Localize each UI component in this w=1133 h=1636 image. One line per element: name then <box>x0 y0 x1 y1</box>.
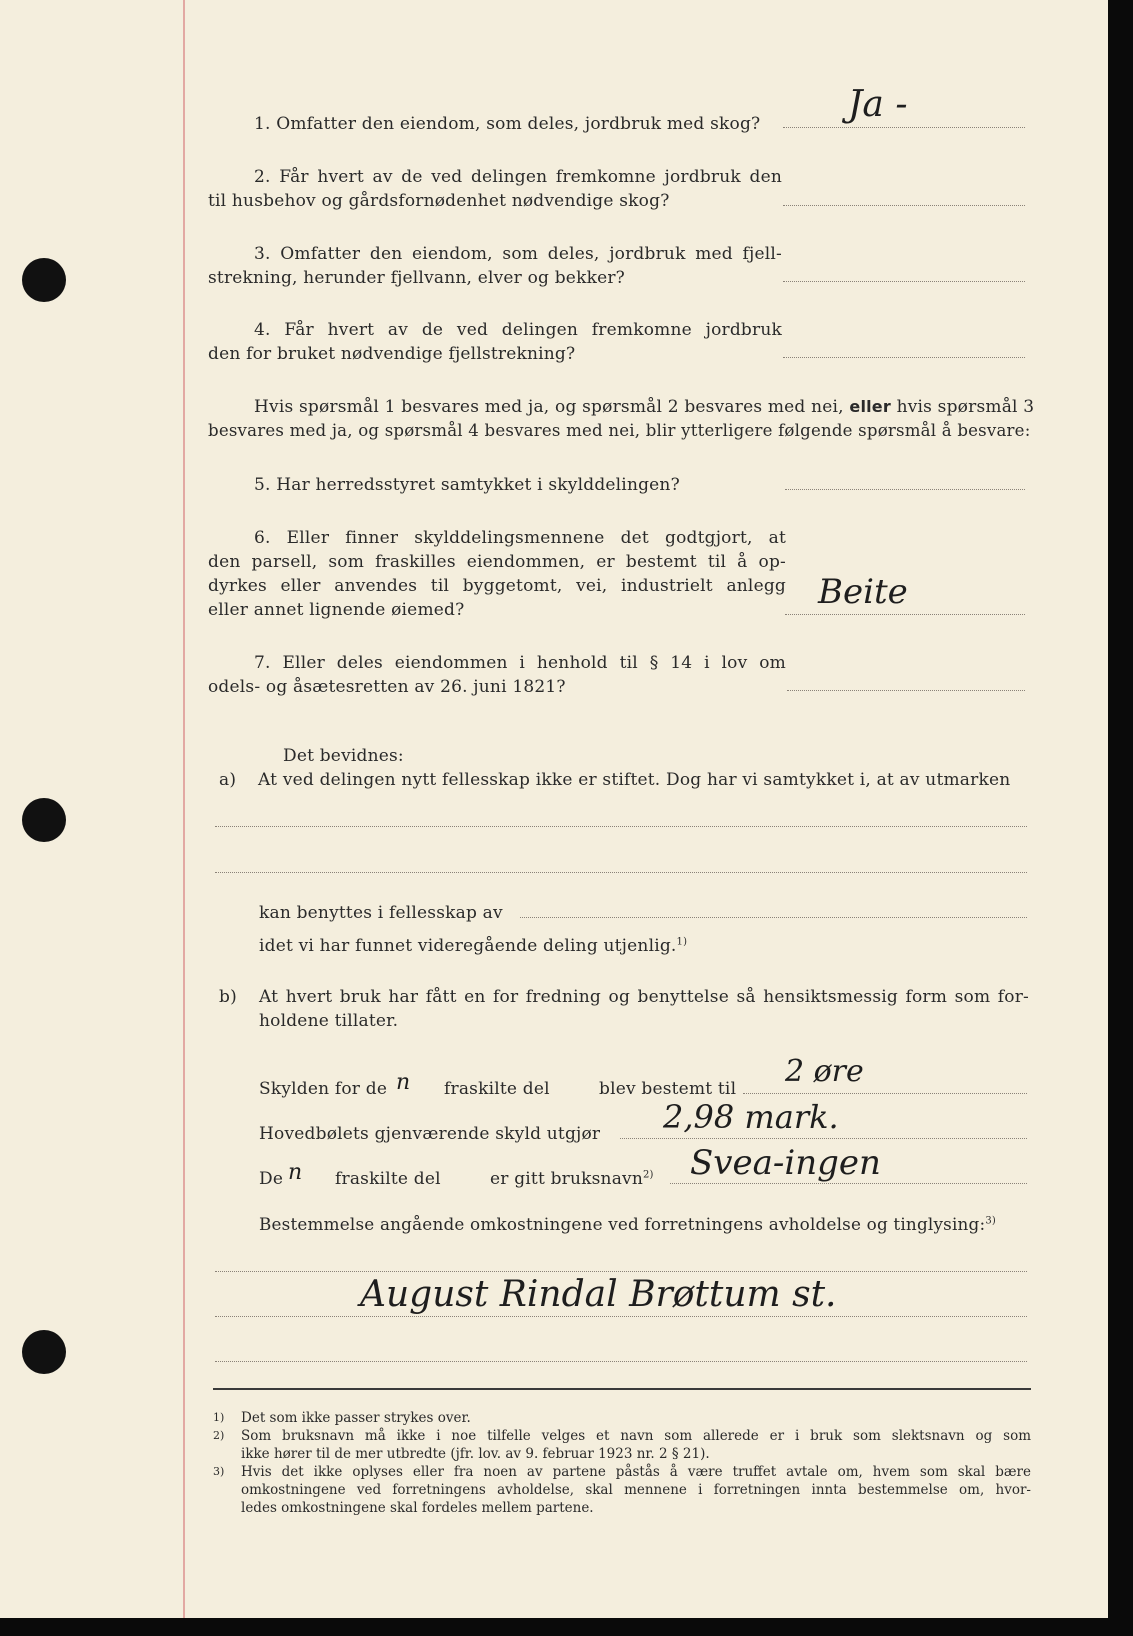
condition-text-a: Hvis spørsmål 1 besvares med ja, og spørsmål 2 besvares med nei, <box>254 397 844 417</box>
question-6-line-4: eller annet lignende øiemed? <box>208 600 465 620</box>
question-4-line-2: den for bruket nødvendige fjellstrekning? <box>208 344 576 364</box>
question-2-line-2: til husbehov og gårdsfornødenhet nødvendige skog? <box>208 191 670 211</box>
question-3-line-2: strekning, herunder fjellvann, elver og bekker? <box>208 268 625 288</box>
name-handwritten-n: n <box>288 1160 303 1185</box>
skyld-label-c: blev bestemt til <box>599 1079 737 1099</box>
skyld-value-handwritten: 2 øre <box>785 1054 864 1089</box>
red-margin-rule <box>183 0 185 1618</box>
reason-text <box>259 934 687 958</box>
answer-line-6 <box>785 614 1025 615</box>
skyld-label-a: Skylden for de <box>259 1079 388 1099</box>
question-2-line-1: 2. Får hvert av de ved delingen fremkomne jordbruk den <box>254 167 782 187</box>
skyld-handwritten-n: n <box>396 1070 411 1095</box>
name-value-handwritten: Svea-ingen <box>690 1143 881 1183</box>
question-4-line-1: 4. Får hvert av de ved delingen fremkomne jordbruk <box>254 320 782 340</box>
name-label-text: er gitt bruksnavn <box>490 1169 643 1189</box>
answer-line-7 <box>787 690 1025 691</box>
hoved-label: Hovedbølets gjenværende skyld utgjør <box>259 1124 601 1144</box>
blank-line <box>215 826 1027 827</box>
attest-b-line-2: holdene tillater. <box>259 1011 399 1031</box>
hoved-line <box>620 1138 1027 1139</box>
footnote-line: Det som ikke passer strykes over. <box>241 1410 471 1426</box>
cost-label <box>259 1212 996 1236</box>
shared-use-label: kan benyttes i fellesskap av <box>259 903 503 923</box>
hoved-value-handwritten: 2,98 mark. <box>663 1098 839 1136</box>
skyld-label-b: fraskilte del <box>444 1079 550 1099</box>
question-6-line-2: den parsell, som fraskilles eiendommen, er bestemt til å op- <box>208 552 786 572</box>
question-5: 5. Har herredsstyret samtykket i skylddelingen? <box>254 475 680 495</box>
attest-b-line-1: At hvert bruk har fått en for fredning og benyttelse så hensiktsmessig form som for- <box>259 987 1029 1007</box>
name-line <box>670 1183 1027 1184</box>
footnote-line: Som bruksnavn må ikke i noe tilfelle velges et navn som allerede er i bruk som slektsnavn og som <box>241 1428 1031 1444</box>
answer-6-handwritten: Beite <box>818 572 908 612</box>
punch-hole <box>22 1330 66 1374</box>
attest-a-label: a) <box>219 770 237 790</box>
question-6-line-3: dyrkes eller anvendes til byggetomt, vei, industrielt anlegg <box>208 576 786 596</box>
cost-line-1 <box>215 1271 1027 1272</box>
answer-line-5 <box>785 489 1025 490</box>
footnote-line: omkostningene ved forretningens avholdelse, skal mennene i forretningen innta bestemmelse om, hvor- <box>241 1482 1031 1498</box>
cost-label-text: Bestemmelse angående omkostningene ved forretningens avholdelse og tinglysing: <box>259 1214 986 1234</box>
footnote-mark: 3) <box>213 1465 225 1478</box>
answer-line-3 <box>783 281 1025 282</box>
question-3-line-1: 3. Omfatter den eiendom, som deles, jordbruk med fjell- <box>254 244 782 264</box>
question-7-line-2: odels- og åsætesretten av 26. juni 1821? <box>208 677 566 697</box>
answer-1-handwritten: Ja - <box>848 84 908 125</box>
name-label-c <box>490 1167 654 1191</box>
answer-line-1 <box>783 127 1025 128</box>
condition-eller: eller <box>849 397 891 416</box>
attest-a-text: At ved delingen nytt fellesskap ikke er stiftet. Dog har vi samtykket i, at av utmarken <box>258 770 1011 790</box>
attest-heading: Det bevidnes: <box>283 746 404 766</box>
cost-line-3 <box>215 1361 1027 1362</box>
question-6-line-1: 6. Eller finner skylddelingsmennene det godtgjort, at <box>254 528 786 548</box>
condition-text-c: hvis spørsmål 3 <box>896 397 1035 417</box>
name-label-a: De <box>259 1169 284 1189</box>
condition-line-2: besvares med ja, og spørsmål 4 besvares med nei, blir ytterligere følgende spørsmål å besvare: <box>208 421 1031 440</box>
footnote-line: ledes omkostningene skal fordeles mellem partene. <box>241 1500 594 1516</box>
cost-line-2 <box>215 1316 1027 1317</box>
name-label-b: fraskilte del <box>335 1169 441 1189</box>
footnote-rule <box>213 1388 1031 1390</box>
attest-b-label: b) <box>219 987 237 1007</box>
question-1: 1. Omfatter den eiendom, som deles, jordbruk med skog? <box>254 114 761 134</box>
shared-use-line <box>520 917 1027 918</box>
footnote-line: ikke hører til de mer utbredte (jfr. lov. av 9. februar 1923 nr. 2 § 21). <box>241 1446 710 1462</box>
reason-label: idet vi har funnet videregående deling utjenlig. <box>259 936 677 956</box>
footnote-mark: 2) <box>213 1429 225 1442</box>
footnote-mark: 1) <box>213 1411 225 1424</box>
answer-line-2 <box>783 205 1025 206</box>
footnote-ref-1: 1) <box>676 936 688 948</box>
answer-line-4 <box>783 357 1025 358</box>
question-7-line-1: 7. Eller deles eiendommen i henhold til § 14 i lov om <box>254 653 786 673</box>
skyld-line <box>743 1093 1027 1094</box>
footnote-line: Hvis det ikke oplyses eller fra noen av partene påstås å være truffet avtale om, hvem som skal bære <box>241 1464 1031 1480</box>
punch-hole <box>22 798 66 842</box>
cost-value-handwritten: August Rindal Brøttum st. <box>360 1274 837 1315</box>
condition-line-1 <box>254 395 1034 419</box>
footnote-ref-2: 2) <box>643 1169 654 1181</box>
footnote-ref-3: 3) <box>985 1215 996 1227</box>
blank-line <box>215 872 1027 873</box>
punch-hole <box>22 258 66 302</box>
